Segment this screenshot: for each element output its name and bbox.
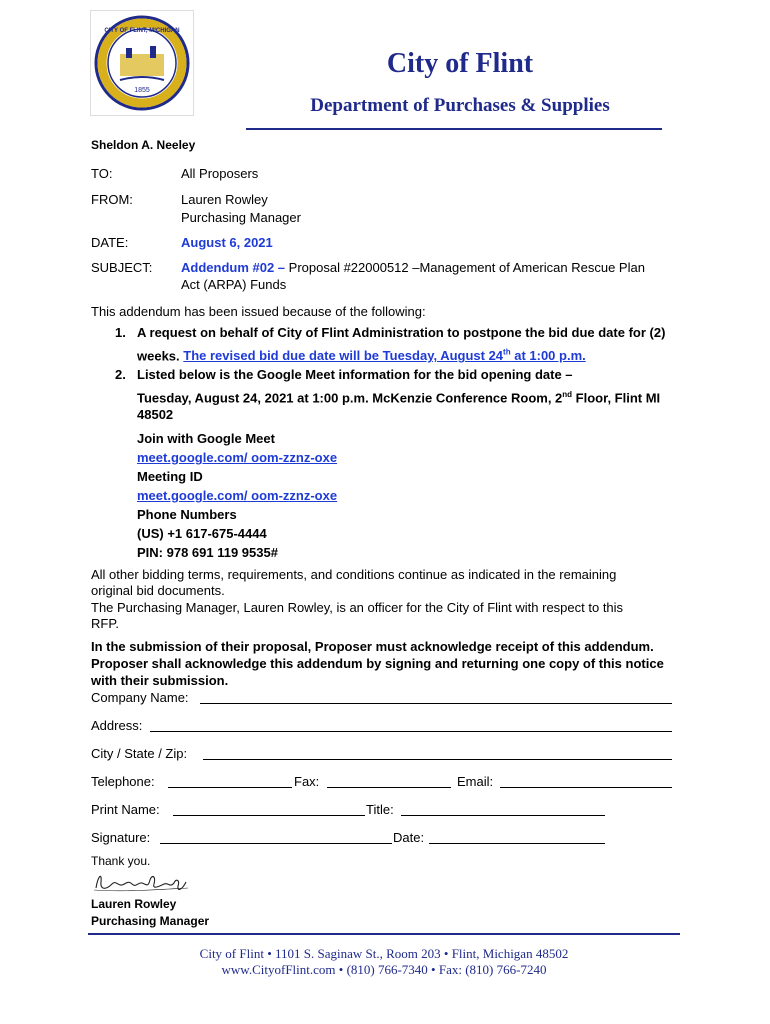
email-field[interactable] — [500, 787, 672, 788]
header-rule — [246, 128, 662, 130]
company-label: Company Name: — [91, 690, 189, 705]
mayor-name: Sheldon A. Neeley — [91, 138, 196, 152]
from-title: Purchasing Manager — [181, 210, 301, 225]
title-label: Title: — [366, 802, 394, 817]
meet-link-1[interactable]: meet.google.com/ oom-zznz-oxe — [137, 450, 338, 465]
item-2-line-2 — [137, 386, 660, 406]
para-2-line-1: The Purchasing Manager, Lauren Rowley, is an officer for the City of Flint with respect to this — [91, 600, 624, 615]
meet-link-2[interactable]: meet.google.com/ oom-zznz-oxe — [137, 488, 338, 503]
city-field[interactable] — [203, 759, 672, 760]
footer-rule — [88, 933, 680, 935]
company-field[interactable] — [200, 703, 672, 704]
meet-join-label: Join with Google Meet — [137, 431, 275, 446]
fax-field[interactable] — [327, 787, 451, 788]
date-value: August 6, 2021 — [181, 235, 273, 250]
title-field[interactable] — [401, 815, 605, 816]
city-label: City / State / Zip: — [91, 746, 188, 761]
telephone-label: Telephone: — [91, 774, 155, 789]
thank-you: Thank you. — [91, 854, 151, 868]
seal-top-text: CITY OF FLINT, MICHIGAN — [104, 28, 180, 34]
print-name-field[interactable] — [173, 815, 365, 816]
item-2-number: 2. — [115, 367, 126, 382]
item-2-line-2-a: Tuesday, August 24, 2021 at 1:00 p.m. McKenzie Conference Room, 2 — [137, 390, 563, 406]
closing-title: Purchasing Manager — [91, 914, 210, 928]
from-label: FROM: — [91, 192, 133, 207]
ack-line-2: Proposer shall acknowledge this addendum by signing and returning one copy of this notice — [91, 656, 664, 671]
meeting-id-label: Meeting ID — [137, 469, 203, 484]
item-1-line-1: A request on behalf of City of Flint Administration to postpone the bid due date for (2) — [137, 325, 666, 340]
item-1-weeks: weeks. — [137, 348, 184, 364]
date-field[interactable] — [429, 843, 605, 844]
revised-due-date-link[interactable] — [183, 348, 585, 363]
seal-year: 1855 — [134, 87, 150, 94]
address-field[interactable] — [150, 731, 672, 732]
item-2-line-2-b: Floor, Flint MI — [572, 390, 661, 406]
department-name: Department of Purchases & Supplies — [310, 95, 610, 116]
ack-line-3: with their submission. — [91, 673, 229, 688]
item-2-line-1: Listed below is the Google Meet information for the bid opening date – — [137, 367, 573, 382]
subject-text: Proposal #22000512 –Management of American Rescue Plan — [285, 260, 645, 275]
pin: PIN: 978 691 119 9535# — [137, 545, 278, 560]
page-title: City of Flint — [386, 48, 534, 79]
fax-label: Fax: — [294, 774, 320, 789]
item-1-line-2 — [137, 344, 586, 364]
handwritten-signature — [92, 868, 192, 896]
footer-address: City of Flint • 1101 S. Saginaw St., Room 203 • Flint, Michigan 48502 — [199, 946, 569, 961]
email-label: Email: — [457, 774, 494, 789]
footer-contact: www.CityofFlint.com • (810) 766-7340 • Fax: (810) 766-7240 — [221, 962, 547, 977]
revised-due-date-time: at 1:00 p.m. — [510, 348, 586, 364]
item-2-sup: nd — [562, 390, 573, 399]
from-name: Lauren Rowley — [181, 192, 268, 207]
phone-label: Phone Numbers — [137, 507, 237, 522]
subject-addendum: Addendum #02 – — [181, 260, 286, 275]
revised-due-date-sup: th — [503, 348, 511, 357]
revised-due-date-text: The revised bid due date will be Tuesday, August 24 — [183, 348, 504, 364]
item-2-line-3: 48502 — [137, 407, 174, 422]
subject-line-1 — [181, 259, 681, 276]
to-value: All Proposers — [181, 166, 259, 181]
subject-line-2: Act (ARPA) Funds — [181, 277, 287, 292]
address-label: Address: — [91, 718, 143, 733]
para-1-line-2: original bid documents. — [91, 583, 225, 598]
signature-label: Signature: — [91, 830, 151, 845]
telephone-field[interactable] — [168, 787, 292, 788]
signature-field[interactable] — [160, 843, 392, 844]
ack-line-1: In the submission of their proposal, Proposer must acknowledge receipt of this addendum. — [91, 639, 654, 654]
subject-label: SUBJECT: — [91, 260, 153, 275]
phone-number: (US) +1 617-675-4444 — [137, 526, 267, 541]
date-label: DATE: — [91, 235, 129, 250]
city-seal — [90, 10, 194, 116]
para-2-line-2: RFP. — [91, 616, 119, 631]
date-field-label: Date: — [393, 830, 425, 845]
closing-name: Lauren Rowley — [91, 897, 177, 911]
item-1-number: 1. — [115, 325, 126, 340]
to-label: TO: — [91, 166, 113, 181]
intro-text: This addendum has been issued because of the following: — [91, 304, 426, 319]
print-name-label: Print Name: — [91, 802, 160, 817]
para-1-line-1: All other bidding terms, requirements, and conditions continue as indicated in the remaining — [91, 567, 617, 582]
